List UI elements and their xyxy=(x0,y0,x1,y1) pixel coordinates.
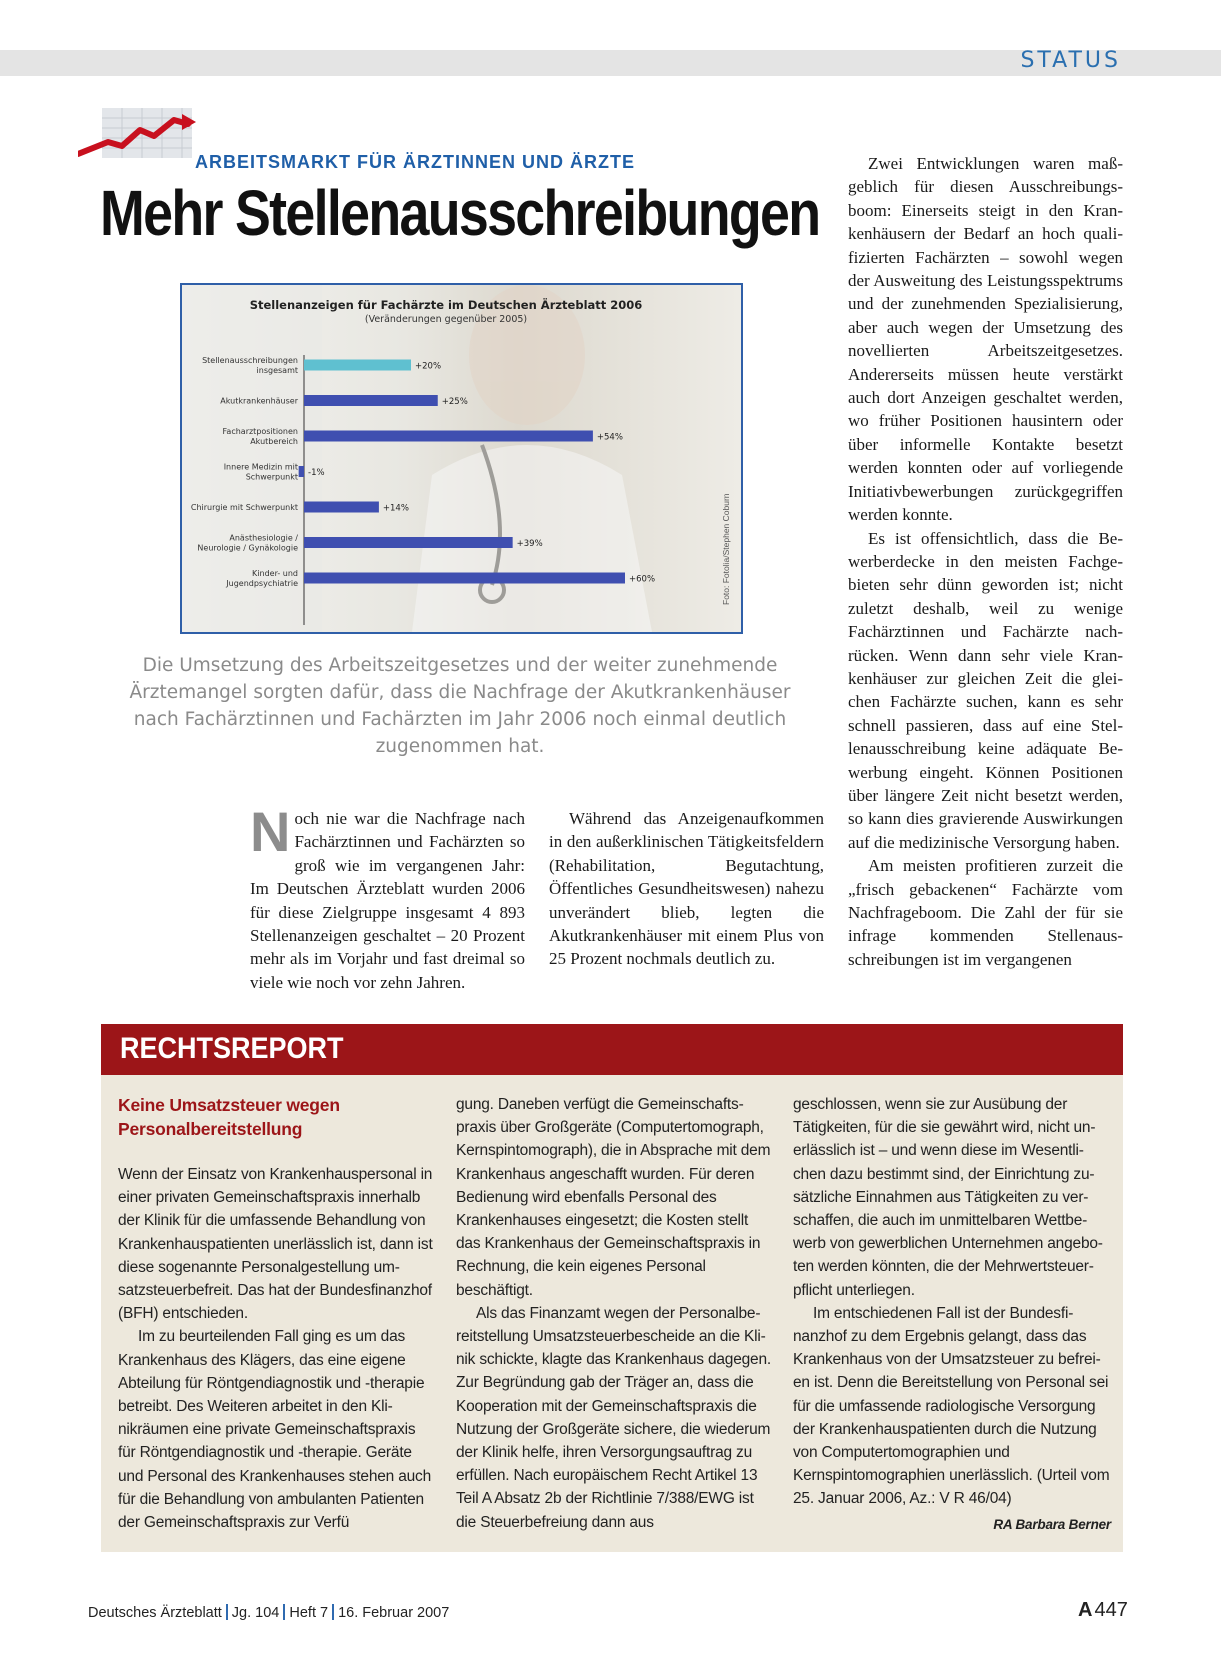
article-text-col1: och nie war die Nachfrage nach Fachärztinnen und Fachärzten so groß wie im vergangenen Jahr: Im Deutschen Ärzteblatt wurden 2006 für diese Zielgruppe insgesamt 4 893 Stellenanzeigen geschaltet – 20 Prozent mehr als im Vorjahr und fast dreimal so viele wie noch vor zehn Jahren. xyxy=(250,809,525,992)
rising-chart-arrow-icon xyxy=(78,108,198,164)
rechtsreport-title: RECHTSREPORT xyxy=(120,1032,344,1065)
chart-title: Stellenanzeigen für Fachärzte im Deutschen Ärzteblatt 2006 xyxy=(249,298,643,312)
footer-page xyxy=(1078,1599,1128,1622)
chart-category-label-6: Kinder- und Jugendpsychiatrie xyxy=(226,569,298,588)
chart-subtitle: (Veränderungen gegenüber 2005) xyxy=(364,314,528,325)
chart-category-label-5: Anästhesiologie / Neurologie / Gynäkologie xyxy=(197,533,298,553)
chart-value-label-1: +25% xyxy=(441,397,468,407)
footer-issue: Heft 7 xyxy=(289,1605,329,1621)
footer-journal: Deutsches Ärzteblatt xyxy=(88,1605,222,1621)
rechtsreport-heading: Keine Umsatzsteuer wegen Personalbereitstellung xyxy=(118,1095,340,1139)
chart-bar-0 xyxy=(304,360,411,371)
article-text-col3-p1: Zwei Entwicklungen waren maßgeblich für diesen Ausschreibungsboom: Einerseits steigt in den Krankenhäusern der Bedarf an hoch qualifizierten Fachärzten – sowohl wegen der Ausweitung des Leistungsspektrums und der zunehmenden Spezialisierung, aber auch wegen der Umsetzung des novellierten Arbeitszeitgesetzes. Andererseits müssen heute verstärkt auch dort Anzeigen geschaltet werden, wo früher Positionen hausintern oder über informelle Kontakte besetzt werden konnten oder auf vorliegende Initiativbewerbungen zurückgegriffen werden konnte. xyxy=(848,154,1123,525)
figure-caption: Die Umsetzung des Arbeitszeitgesetzes und der weiter zunehmende Ärztemangel sorgten dafür, dass die Nachfrage der Akutkrankenhäuser nach Fachärztinnen und Fachärzten im Jahr 2006 noch einmal deutlich zugenommen hat. xyxy=(129,655,791,757)
footer-page-number: 447 xyxy=(1094,1599,1128,1621)
article-text-col3-p2: Es ist offensichtlich, dass die Bewerberdecke in den meisten Fachgebieten sehr dünn geworden ist; nicht zuletzt deshalb, weil zu wenige Fachärztinnen und Fachärzte nachrücken. Wenn dann sehr viele Krankenhäuser zur gleichen Zeit die gleichen Fachärzte suchen, kann es sehr schnell passieren, dass auf eine Stellenausschreibung keine adäquate Bewerbung eingeht. Können Positionen über längere Zeit nicht besetzt werden, so kann dies gravierende Auswirkungen auf die medizinische Versorgung haben. xyxy=(848,528,1123,852)
article-text-col3-p3: Am meisten profitieren zurzeit die „frisch gebackenen“ Fachärzte vom Nachfrageboom. Die Zahl der für sie infrage kommenden Stellenausschreibungen ist im vergangenen xyxy=(848,856,1123,969)
rechtsreport-text-col3-p1: geschlossen, wenn sie zur Ausübung der Tätigkeiten, für die sie gewährt wird, nicht unerlässlich ist – und wenn diese im Wesentlichen dazu bestimmt sind, der Einrichtung zusätzliche Einnahmen aus Tätigkeiten zu verschaffen, die auch im unmittelbaren Wettbewerb von gewerblichen Unternehmen angeboten werden könnten, die der Mehrwertsteuerpflicht unterliegen. xyxy=(793,1096,1103,1299)
footer-page-prefix: A xyxy=(1078,1599,1093,1621)
photo-credit: Foto: Fotolia/Stephen Coburn xyxy=(721,493,731,605)
article-text-col2: Während das Anzeigenaufkommen in den außerklinischen Tätigkeitsfeldern (Rehabilitation, Begutachtung, Öffentliches Gesundheitswesen) nahezu unverändert blieb, legten die Akutkrankenhäuser mit einem Plus von 25 Prozent nochmals deutlich zu. xyxy=(549,809,824,969)
rechtsreport-column-2 xyxy=(456,1093,774,1534)
article-headline: Mehr Stellenausschreibungen xyxy=(100,177,820,249)
rechtsreport-column-1 xyxy=(118,1093,433,1534)
article-column-2 xyxy=(549,807,824,971)
chart-category-label-1: Akutkrankenhäuser xyxy=(220,396,298,406)
chart-value-label-2: +54% xyxy=(596,432,623,443)
chart-bar-6 xyxy=(304,573,625,584)
chart-category-label-2: Facharztpositionen Akutbereich xyxy=(222,427,298,446)
rechtsreport-text-col2-p1: gung. Daneben verfügt die Gemeinschaftspraxis über Großgeräte (Computertomograph, Kernspintomograph), die in Absprache mit dem Krankenhaus angeschafft wurden. Für deren Bedienung wird ebenfalls Personal des Krankenhauses eingesetzt; die Kosten stellt das Krankenhaus der Gemeinschaftspraxis in Rechnung, die kein eigenes Personal beschäftigt. xyxy=(456,1096,771,1299)
rechtsreport-column-3 xyxy=(793,1093,1111,1536)
chart-bar-2 xyxy=(304,431,593,442)
footer-volume: Jg. 104 xyxy=(231,1605,280,1621)
chart-value-label-0: +20% xyxy=(415,361,442,372)
rechtsreport-text-col1-p2: Im zu beurteilenden Fall ging es um das Krankenhaus des Klägers, das eine eigene Abteilung für Röntgendiagnostik und -therapie betreibt. Des Weiteren arbeitet in den Klinikräumen eine private Gemeinschaftspraxis für Röntgendiagnostik und -therapie. Geräte und Personal des Krankenhauses stehen auch für die Behandlung von ambulanten Patienten der Gemeinschaftspraxis zur Verfü xyxy=(118,1328,432,1532)
chart-bar-1 xyxy=(304,395,438,406)
rechtsreport-text-col3-p2: Im entschiedenen Fall ist der Bundesfinanzhof zu dem Ergebnis gelangt, dass das Krankenhaus von der Umsatzsteuer zu befreien ist. Denn die Bereitstellung von Personal sei für die umfassende radiologische Versorgung der Krankenhauspatienten durch die Nutzung von Computertomographien und Kernspintomographien unerlässlich. (Urteil vom 25. Januar 2006, Az.: V R 46/04) xyxy=(793,1304,1110,1508)
drop-cap: N xyxy=(250,800,291,863)
chart-category-label-4: Chirurgie mit Schwerpunkt xyxy=(190,503,298,512)
chart-bar-5 xyxy=(304,537,513,548)
footer-date: 16. Februar 2007 xyxy=(338,1605,450,1621)
chart-category-label-3: Innere Medizin mit Schwerpunkt xyxy=(223,462,298,482)
chart-bar-4 xyxy=(304,502,379,513)
chart-category-label-0: Stellenausschreibungen insgesamt xyxy=(202,356,298,375)
chart-figure xyxy=(180,283,743,634)
rechtsreport-text-col2-p2: Als das Finanzamt wegen der Personalbereitstellung Umsatzsteuerbescheide an die Klinik schickte, klagte das Krankenhaus dagegen. Zur Begründung gab der Träger an, dass die Kooperation mit der Gemeinschaftspraxis die Nutzung der Großgeräte sichere, die wiederum der Klinik helfe, ihren Versorgungsauftrag zu erfüllen. Nach europäischem Recht Artikel 13 Teil A Absatz 2b der Richtlinie 7/388/EWG ist die Steuerbefreiung dann aus xyxy=(456,1304,771,1531)
footer-citation xyxy=(88,1604,449,1621)
rechtsreport-author: RA Barbara Berner xyxy=(993,1516,1111,1532)
article-column-3 xyxy=(848,152,1123,971)
chart-bar-3 xyxy=(299,466,304,477)
chart-value-label-5: +39% xyxy=(516,539,543,549)
article-column-1 xyxy=(250,800,525,994)
chart-value-label-6: +60% xyxy=(629,574,656,585)
article-kicker: ARBEITSMARKT FÜR ÄRZTINNEN UND ÄRZTE xyxy=(195,152,635,172)
rechtsreport-text-col1-p1: Wenn der Einsatz von Krankenhauspersonal in einer privaten Gemeinschaftspraxis innerhalb der Klinik für die umfassende Behandlung von Krankenhauspatienten unerlässlich ist, dann ist diese sogenannte Personalgestellung umsatzsteuerbefreit. Das hat der Bundesfinanzhof (BFH) entschieden. xyxy=(118,1166,433,1323)
bar-chart xyxy=(182,285,741,632)
chart-value-label-3: -1% xyxy=(308,468,325,478)
chart-value-label-4: +14% xyxy=(382,503,409,514)
section-label: STATUS xyxy=(1020,48,1121,73)
